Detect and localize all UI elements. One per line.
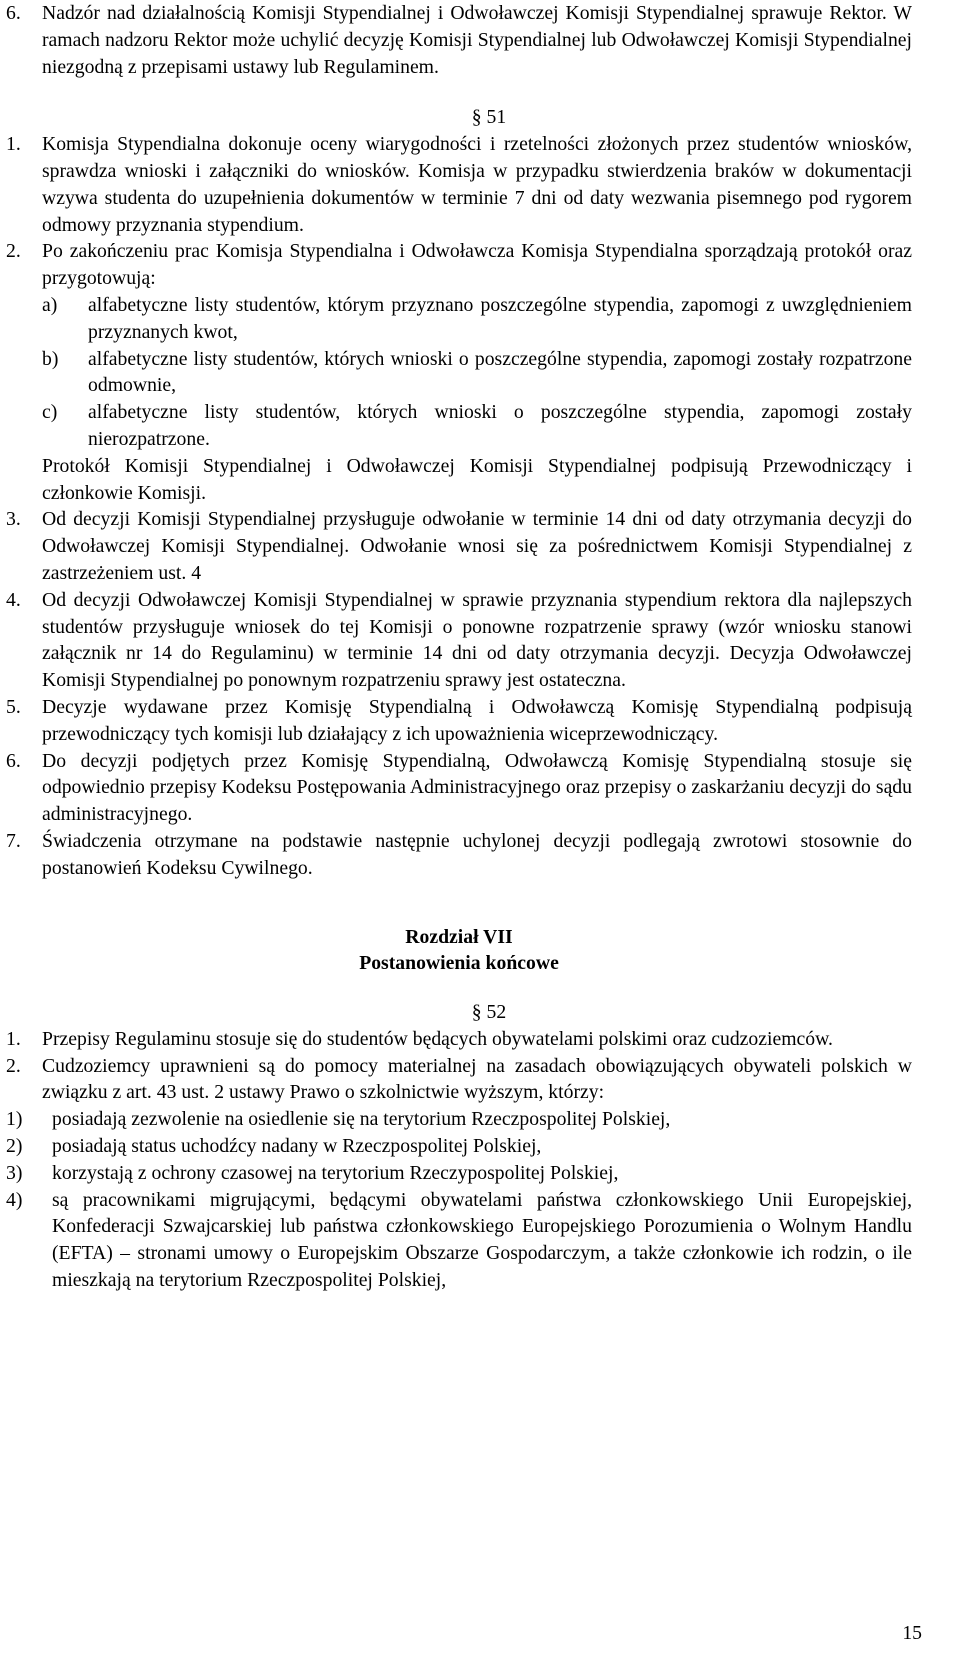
paragraph-number: 2. bbox=[6, 1054, 21, 1077]
paragraph-number: 2. bbox=[6, 240, 21, 263]
section-51-paragraph-7 bbox=[6, 828, 912, 882]
section-51-paragraph-1 bbox=[6, 131, 912, 238]
paragraph-text: Po zakończeniu prac Komisja Stypendialna i Odwoławcza Komisja Stypendialna sporządzają protokół oraz przygotowują: bbox=[42, 240, 912, 290]
section-51-paragraph-2 bbox=[6, 238, 912, 292]
paragraph-text: Protokół Komisji Stypendialnej i Odwoławczej Komisji Stypendialnej podpisują Przewodniczący i członkowie Komisji. bbox=[42, 454, 912, 504]
list-text: są pracownikami migrującymi, będącymi obywatelami państwa członkowskiego Unii Europejskiej, Konfederacji Szwajcarskiej lub państwa członkowskiego Europejskiego Porozumienia o Wolnym Handlu (EFTA) – stronami umowy o Europejskim Obszarze Gospodarczym, a także członkowie ich rodzin, o ile mieszkają na terytorium Rzeczpospolitej Polskiej, bbox=[52, 1188, 912, 1292]
paragraph-text: Do decyzji podjętych przez Komisję Stypendialną, Odwoławczą Komisję Stypendialną stosuje się odpowiednio przepisy Kodeksu Postępowania Administracyjnego oraz przepisy o zaskarżaniu decyzji do sądu administracyjnego. bbox=[42, 749, 912, 826]
list-item-3 bbox=[6, 1160, 912, 1187]
list-item-a bbox=[42, 292, 912, 346]
chapter-subtitle: Postanowienia końcowe bbox=[359, 952, 559, 975]
list-text: alfabetyczne listy studentów, których wnioski o poszczególne stypendia, zapomogi zostały nierozpatrzone. bbox=[88, 401, 912, 450]
paragraph-text: Od decyzji Odwoławczej Komisji Stypendialnej w sprawie przyznania stypendium rektora dla najlepszych studentów przysługuje wniosek do tej Komisji o ponowne rozpatrzenie sprawy (wzór wniosku stanowi załącznik nr 14 do Regulaminu) w terminie 14 dni od daty otrzymania decyzji. Decyzja Odwoławczej Komisji Stypendialnej po ponownym rozpatrzeniu sprawy jest ostateczna. bbox=[42, 588, 912, 692]
list-label: b) bbox=[42, 347, 59, 370]
list-text: posiadają status uchodźcy nadany w Rzeczpospolitej Polskiej, bbox=[52, 1135, 542, 1158]
list-item-c bbox=[42, 399, 912, 453]
list-label: 3) bbox=[6, 1161, 23, 1184]
list-item-4 bbox=[6, 1187, 912, 1294]
paragraph-text: Nadzór nad działalnością Komisji Stypendialnej i Odwoławczej Komisji Stypendialnej sprawuje Rektor. W ramach nadzoru Rektor może uchylić decyzję Komisji Stypendialnej lub Odwoławczej Komisji Stypendialnej niezgodną z przepisami ustawy lub Regulaminem. bbox=[42, 2, 912, 78]
paragraph-number: 6. bbox=[6, 2, 21, 24]
paragraph-number: 6. bbox=[6, 749, 21, 772]
paragraph-text: Cudzoziemcy uprawnieni są do pomocy materialnej na zasadach obowiązujących obywateli polskich w związku z art. 43 ust. 2 ustawy Prawo o szkolnictwie wyższym, którzy: bbox=[42, 1054, 912, 1104]
paragraph-text: Decyzje wydawane przez Komisję Stypendialną i Odwoławczą Komisję Stypendialną podpisują przewodniczący tych komisji lub działający z ich upoważnienia wiceprzewodniczący. bbox=[42, 695, 912, 745]
section-51-paragraph-5 bbox=[6, 694, 912, 748]
section-52-heading: § 52 bbox=[471, 1001, 507, 1024]
paragraph-text: Świadczenia otrzymane na podstawie następnie uchylonej decyzji podlegają zwrotowi stosownie do postanowień Kodeksu Cywilnego. bbox=[42, 829, 912, 879]
paragraph-number: 3. bbox=[6, 508, 21, 531]
section-51-heading: § 51 bbox=[471, 106, 507, 129]
section-52-paragraph-2 bbox=[6, 1053, 912, 1107]
list-item-b bbox=[42, 346, 912, 400]
paragraph-number: 5. bbox=[6, 695, 21, 718]
list-item-2 bbox=[6, 1133, 912, 1160]
paragraph-number: 1. bbox=[6, 1027, 21, 1050]
paragraph-text: Przepisy Regulaminu stosuje się do studentów będących obywatelami polskimi oraz cudzoziemców. bbox=[42, 1027, 833, 1050]
list-item-1 bbox=[6, 1106, 912, 1133]
list-text: korzystają z ochrony czasowej na terytorium Rzeczypospolitej Polskiej, bbox=[52, 1161, 619, 1184]
paragraph-text: Komisja Stypendialna dokonuje oceny wiarygodności i rzetelności złożonych przez studentów wniosków, sprawdza wnioski i załączniki do wniosków. Komisja w przypadku stwierdzenia braków w dokumentacji wzywa studenta do uzupełnienia dokumentów w terminie 7 dni od daty wezwania pisemnego pod rygorem odmowy przyznania stypendium. bbox=[42, 133, 912, 236]
list-label: 2) bbox=[6, 1135, 23, 1158]
list-text: posiadają zezwolenie na osiedlenie się na terytorium Rzeczpospolitej Polskiej, bbox=[52, 1108, 671, 1131]
list-text: alfabetyczne listy studentów, którym przyznano poszczególne stypendia, zapomogi z uwzględnieniem przyznanych kwot, bbox=[88, 293, 912, 343]
list-label: 1) bbox=[6, 1108, 23, 1131]
page-number: 15 bbox=[902, 1622, 922, 1644]
paragraph-number: 4. bbox=[6, 588, 21, 611]
section-52-paragraph-1 bbox=[6, 1026, 912, 1053]
section-51-paragraph-3 bbox=[6, 506, 912, 586]
paragraph-text: Od decyzji Komisji Stypendialnej przysługuje odwołanie w terminie 14 dni od daty otrzymania decyzji do Odwoławczej Komisji Stypendialnej. Odwołanie wnosi się za pośrednictwem Komisji Stypendialnej z zastrzeżeniem ust. 4 bbox=[42, 508, 912, 584]
list-label: 4) bbox=[6, 1188, 23, 1211]
list-label: c) bbox=[42, 401, 58, 424]
list-label: a) bbox=[42, 293, 58, 316]
list-text: alfabetyczne listy studentów, których wnioski o poszczególne stypendia, zapomogi zostały rozpatrzone odmownie, bbox=[88, 347, 912, 397]
paragraph-number: 1. bbox=[6, 133, 21, 156]
paragraph-number: 7. bbox=[6, 829, 21, 852]
chapter-title: Rozdział VII bbox=[405, 925, 513, 948]
section-51-paragraph-2-outro bbox=[6, 453, 912, 507]
section-51-paragraph-4 bbox=[6, 587, 912, 694]
paragraph-6-top bbox=[6, 0, 912, 80]
section-51-paragraph-6 bbox=[6, 748, 912, 828]
